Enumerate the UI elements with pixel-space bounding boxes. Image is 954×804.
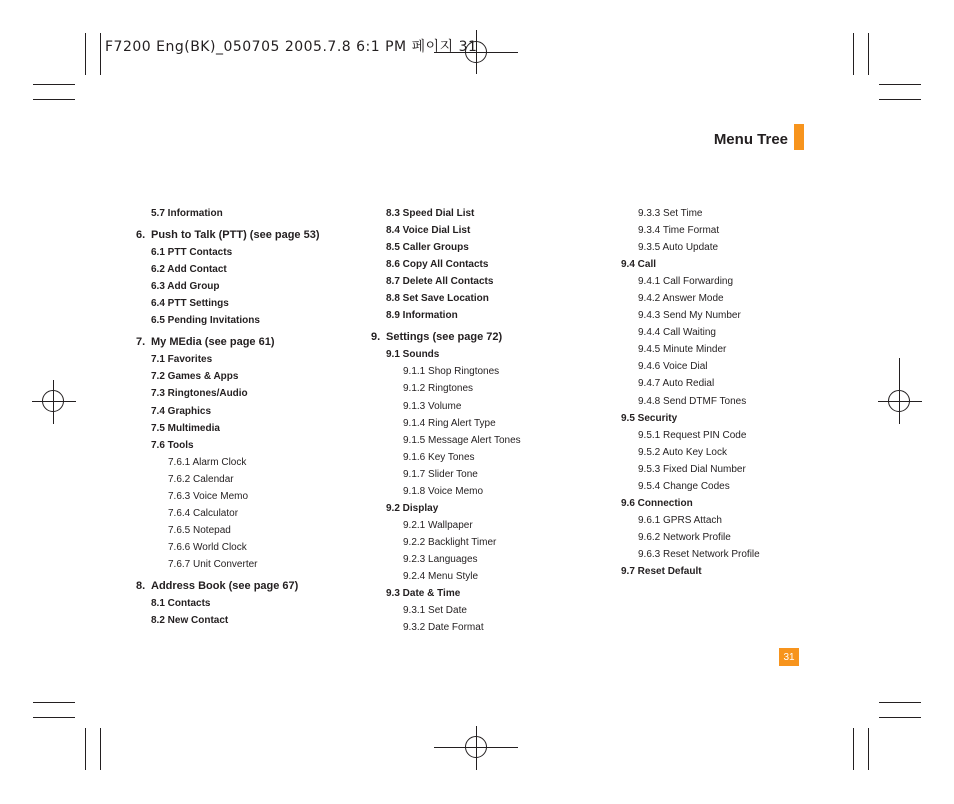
menu-subitem: 9.4.8 Send DTMF Tones (638, 395, 747, 407)
section-number: 6. (136, 229, 146, 242)
menu-subitem: 9.3.1 Set Date (403, 605, 467, 617)
menu-subitem: 9.2.3 Languages (403, 553, 478, 565)
menu-subitem: 9.1.6 Key Tones (403, 451, 475, 463)
menu-subitem: 9.5.1 Request PIN Code (638, 429, 747, 441)
menu-item: 7.1 Favorites (151, 354, 213, 366)
menu-subitem: 7.6.4 Calculator (168, 507, 239, 519)
menu-item: 7.5 Multimedia (151, 422, 220, 434)
menu-item: 7.3 Ringtones/Audio (151, 388, 248, 400)
section-title: Address Book (see page 67) (151, 579, 299, 592)
menu-subitem: 9.3.2 Date Format (403, 622, 484, 634)
menu-subitem: 9.6.1 GPRS Attach (638, 514, 722, 526)
menu-subitem: 7.6.6 World Clock (168, 541, 247, 553)
menu-subitem: 9.2.1 Wallpaper (403, 519, 473, 531)
menu-item: 6.5 Pending Invitations (151, 315, 260, 327)
menu-subitem: 7.6.7 Unit Converter (168, 558, 258, 570)
menu-subitem: 9.2.2 Backlight Timer (403, 536, 497, 548)
menu-subitem: 9.4.2 Answer Mode (638, 293, 724, 305)
menu-subitem: 9.4.7 Auto Redial (638, 378, 715, 390)
menu-item: 6.1 PTT Contacts (151, 247, 233, 259)
menu-item: 8.8 Set Save Location (386, 293, 489, 305)
menu-item: 8.7 Delete All Contacts (386, 276, 494, 288)
section-number: 7. (136, 336, 146, 349)
menu-item: 9.5 Security (621, 412, 678, 424)
menu-subitem: 7.6.5 Notepad (168, 524, 231, 536)
menu-subitem: 9.1.1 Shop Ringtones (403, 366, 500, 378)
menu-subitem: 7.6.1 Alarm Clock (168, 456, 247, 468)
menu-item: 6.4 PTT Settings (151, 298, 229, 310)
menu-item: 9.4 Call (621, 259, 657, 271)
menu-item: 8.4 Voice Dial List (386, 225, 471, 237)
menu-subitem: 9.5.3 Fixed Dial Number (638, 463, 746, 475)
menu-subitem: 9.1.8 Voice Memo (403, 485, 484, 497)
menu-item: 7.2 Games & Apps (151, 371, 239, 383)
section-number: 9. (371, 331, 381, 344)
menu-section-heading (371, 329, 521, 346)
menu-item: 8.1 Contacts (151, 598, 211, 610)
menu-item: 7.6 Tools (151, 439, 194, 451)
menu-subitem: 9.4.1 Call Forwarding (638, 276, 734, 288)
menu-item: 9.6 Connection (621, 497, 693, 509)
page-number: 31 (779, 648, 799, 666)
menu-subitem: 9.5.2 Auto Key Lock (638, 446, 727, 458)
menu-item: 8.9 Information (386, 310, 458, 322)
menu-section-heading (136, 227, 320, 244)
section-number: 8. (136, 579, 146, 592)
menu-subitem: 9.3.5 Auto Update (638, 242, 719, 254)
menu-item: 5.7 Information (151, 208, 223, 219)
menu-subitem: 9.3.4 Time Format (638, 225, 720, 237)
menu-item: 8.2 New Contact (151, 615, 229, 627)
menu-column-2 (371, 205, 521, 636)
menu-item: 9.1 Sounds (386, 349, 440, 361)
menu-column-1 (136, 205, 320, 629)
menu-subitem: 9.4.4 Call Waiting (638, 327, 716, 339)
section-title: My MEdia (see page 61) (151, 336, 275, 349)
section-title: Settings (see page 72) (386, 331, 503, 344)
menu-subitem: 9.1.5 Message Alert Tones (403, 434, 521, 446)
menu-item: 6.2 Add Contact (151, 264, 227, 276)
menu-subitem: 9.4.5 Minute Minder (638, 344, 727, 356)
menu-item: 9.7 Reset Default (621, 565, 702, 577)
menu-item: 8.5 Caller Groups (386, 242, 469, 254)
menu-item: 6.3 Add Group (151, 281, 220, 293)
menu-subitem: 9.4.6 Voice Dial (638, 361, 708, 373)
menu-item: 7.4 Graphics (151, 405, 212, 417)
menu-subitem: 9.6.3 Reset Network Profile (638, 548, 760, 560)
menu-section-heading (136, 334, 320, 351)
section-title: Push to Talk (PTT) (see page 53) (151, 229, 320, 242)
menu-subitem: 7.6.3 Voice Memo (168, 490, 249, 502)
menu-item: 9.3 Date & Time (386, 588, 461, 600)
menu-item: 8.3 Speed Dial List (386, 208, 475, 219)
menu-subitem: 9.1.4 Ring Alert Type (403, 417, 496, 429)
menu-item: 8.6 Copy All Contacts (386, 259, 489, 271)
page-title: Menu Tree (713, 131, 788, 148)
menu-column-3 (621, 205, 760, 580)
menu-subitem: 9.6.2 Network Profile (638, 531, 731, 543)
menu-subitem: 9.4.3 Send My Number (638, 310, 741, 322)
menu-subitem: 7.6.2 Calendar (168, 473, 234, 485)
menu-subitem: 9.5.4 Change Codes (638, 480, 730, 492)
menu-subitem: 9.1.7 Slider Tone (403, 468, 478, 480)
menu-subitem: 9.3.3 Set Time (638, 208, 703, 219)
print-slug: F7200 Eng(BK)_050705 2005.7.8 6:1 PM 페이지 31 (105, 39, 478, 55)
menu-subitem: 9.1.2 Ringtones (403, 383, 474, 395)
section-tab (794, 124, 804, 150)
menu-subitem: 9.2.4 Menu Style (403, 570, 479, 582)
menu-subitem: 9.1.3 Volume (403, 400, 462, 412)
menu-section-heading (136, 578, 320, 595)
menu-item: 9.2 Display (386, 502, 439, 514)
